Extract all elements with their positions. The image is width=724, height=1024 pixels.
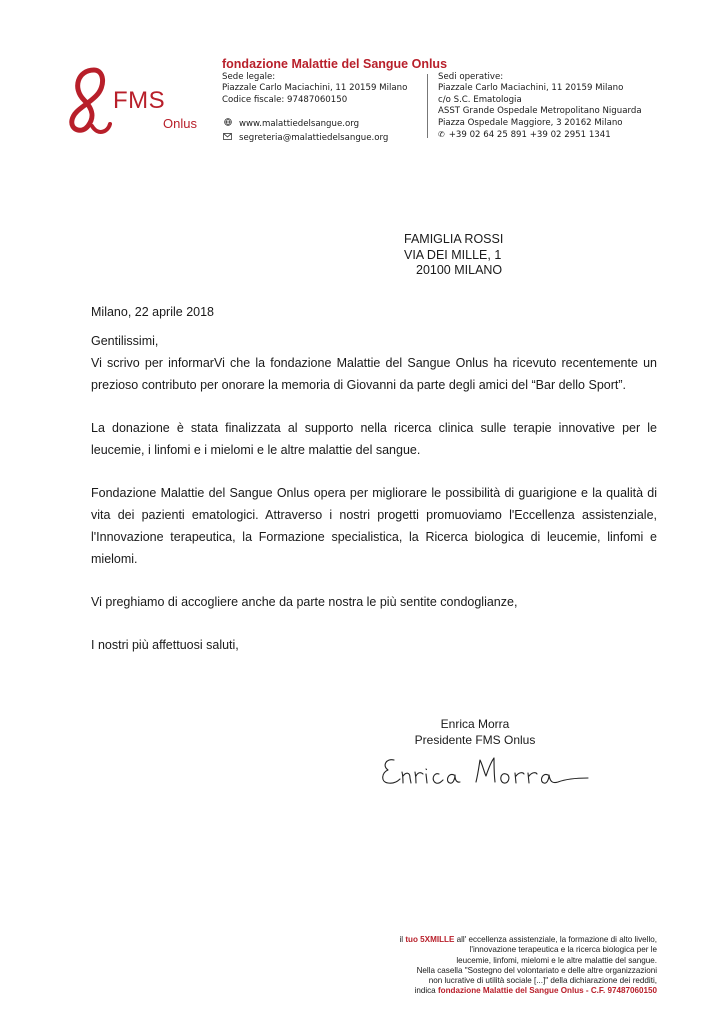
paragraph-1: Vi scrivo per informarVi che la fondazione Malattie del Sangue Onlus ha ricevuto recentemente un prezioso contributo per onorare la memoria di Giovanni da parte degli amici del “Bar dello Sport”. bbox=[91, 356, 657, 392]
operative-offices-title: Sedi operative: bbox=[438, 72, 504, 82]
recipient-street: VIA DEI MILLE, 1 bbox=[404, 247, 502, 262]
operative-offices-block bbox=[438, 72, 642, 141]
logo-wordmark: FMS bbox=[113, 87, 166, 114]
letter-date: Milano, 22 aprile 2018 bbox=[91, 305, 214, 319]
envelope-icon bbox=[222, 131, 233, 144]
legal-office-block bbox=[222, 72, 407, 106]
website-link[interactable]: www.malattiedelsangue.org bbox=[239, 119, 360, 129]
signature-block bbox=[380, 716, 570, 748]
footer-highlight-5xmille: tuo 5XMILLE bbox=[405, 935, 455, 944]
paragraph-3: Fondazione Malattie del Sangue Onlus opera per migliorare le possibilità di guarigione e la qualità di vita dei pazienti ematologici. Attraverso i nostri progetti promuoviamo l'Eccellenza assistenziale, l'Innovazione terapeutica, la Formazione specialistica, la Ricerca biologica di leucemie, linfomi e mielomi. bbox=[91, 486, 657, 566]
footer-text: all' eccellenza assistenziale, la formazione di alto livello, bbox=[454, 935, 657, 944]
header-divider bbox=[427, 74, 428, 138]
operative-address-4: Piazza Ospedale Maggiore, 3 20162 Milano bbox=[438, 117, 623, 128]
operative-address-1: Piazzale Carlo Maciachini, 11 20159 Milano bbox=[438, 83, 624, 94]
footer-line-4: Nella casella "Sostegno del volontariato e delle altre organizzazioni bbox=[416, 965, 657, 975]
email-link[interactable]: segreteria@malattiedelsangue.org bbox=[239, 133, 389, 143]
contact-block bbox=[222, 117, 388, 145]
paragraph-4: Vi preghiamo di accogliere anche da parte nostra le più sentite condoglianze, bbox=[91, 595, 518, 609]
paragraph-2: La donazione è stata finalizzata al supporto nella ricerca clinica sulle terapie innovative per le leucemie, i linfomi e i mielomi e le altre malattie del sangue. bbox=[91, 421, 657, 457]
footer-line-6 bbox=[317, 986, 657, 996]
website-row bbox=[222, 117, 388, 131]
footer-line-1 bbox=[317, 935, 657, 945]
recipient-city: 20100 MILANO bbox=[416, 263, 503, 277]
legal-office-address: Piazzale Carlo Maciachini, 11 20159 Milano bbox=[222, 83, 408, 94]
signer-name: Enrica Morra bbox=[440, 717, 510, 731]
footer-text: il bbox=[399, 935, 406, 944]
operative-address-2: c/o S.C. Ematologia bbox=[438, 94, 522, 105]
recipient-address bbox=[404, 232, 503, 279]
email-row bbox=[222, 131, 388, 145]
operative-address-3: ASST Grande Ospedale Metropolitano Niguarda bbox=[438, 106, 642, 117]
phone-row bbox=[438, 129, 642, 141]
footer-line-2: l'innovazione terapeutica e la ricerca biologica per le bbox=[469, 945, 657, 955]
footer-highlight-tax-code: fondazione Malattie del Sangue Onlus - C.F. 97487060150 bbox=[437, 986, 657, 996]
globe-icon bbox=[222, 117, 233, 130]
salutation: Gentilissimi, bbox=[91, 334, 159, 348]
handwritten-signature bbox=[376, 748, 606, 794]
closing: I nostri più affettuosi saluti, bbox=[91, 638, 239, 652]
organization-name: fondazione Malattie del Sangue Onlus bbox=[222, 57, 448, 71]
signer-role: Presidente FMS Onlus bbox=[414, 733, 536, 747]
footer-line-5: non lucrative di utilità sociale [...]" della dichiarazione dei redditi, bbox=[428, 976, 657, 986]
phone-numbers: +39 02 64 25 891 +39 02 2951 1341 bbox=[448, 130, 611, 141]
footer-line-3: leucemie, linfomi, mielomi e le altre malattie del sangue. bbox=[456, 955, 657, 965]
recipient-name: FAMIGLIA ROSSI bbox=[404, 232, 504, 246]
phone-icon: ✆ bbox=[438, 130, 445, 140]
footer-text: indica bbox=[414, 986, 438, 996]
footer-5x1000-appeal bbox=[317, 935, 657, 997]
tax-code: Codice fiscale: 97487060150 bbox=[222, 94, 348, 105]
letter-body bbox=[91, 330, 657, 677]
legal-office-title: Sede legale: bbox=[222, 72, 276, 82]
logo-subtitle: Onlus bbox=[163, 116, 197, 131]
